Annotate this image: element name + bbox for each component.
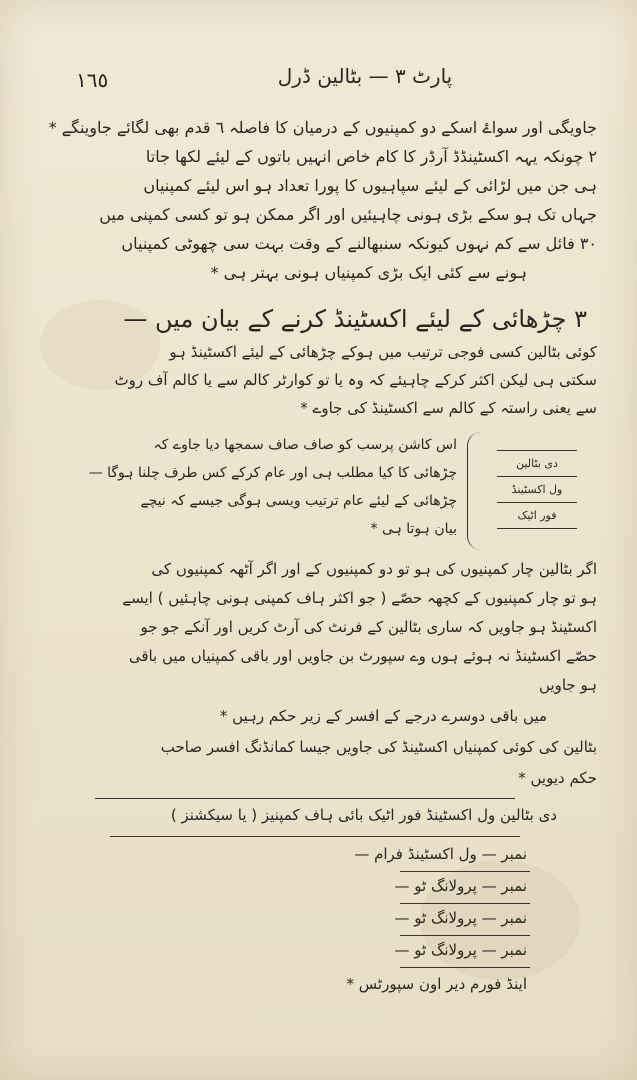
command-row: نمبر — پرولانگ ٹو — bbox=[394, 941, 527, 959]
bracket-text-line: بیان ہوتا ہی * bbox=[370, 521, 457, 537]
margin-note: دی بٹالین bbox=[497, 450, 577, 477]
text-line: حکم دیویں * bbox=[518, 769, 597, 787]
text-line: جہاں تک ہو سکے بڑی ہونی چاہیئیں اور اگر ممکن ہو تو کسی کمپنی میں bbox=[99, 205, 597, 224]
form-underline bbox=[400, 935, 530, 936]
bracket-text-line: چڑھائی کا کیا مطلب ہی اور عام کرکے کس طرف چلنا ہوگا — bbox=[88, 465, 457, 481]
form-underline bbox=[400, 871, 530, 872]
text-line: ٢ چونکہ یہہ اکسٹینڈڈ آرڈر کا کام خاص انہیں باتوں کے لیئے لکھا جاتا bbox=[145, 147, 597, 166]
text-line: سے یعنی راستہ کے کالم سے اکسٹینڈ کی جاوے * bbox=[300, 399, 597, 417]
text-line: حصّے اکسٹینڈ نہ ہوئے ہوں وے سپورٹ بن جاویں اور باقی کمپنیاں میں باقی bbox=[128, 647, 597, 665]
command-row: نمبر — پرولانگ ٹو — bbox=[394, 877, 527, 895]
text-line: ہو جاویں bbox=[539, 676, 597, 694]
text-line: بٹالین کی کوئی کمپنیاں اکسٹینڈ کی جاویں جیسا کمانڈنگ افسر صاحب bbox=[160, 738, 597, 756]
running-header: پارٹ ٣ — بٹالین ڈرل bbox=[277, 64, 453, 88]
text-line: اگر بٹالین چار کمپنیوں کی ہو تو دو کمپنیوں کے اور اگر آٹھہ کمپنیوں کی bbox=[151, 560, 597, 578]
bracket-text-line: اس کاشن پرسب کو صاف صاف سمجھا دیا جاوے کہ bbox=[153, 437, 457, 453]
text-line: جاویگی اور سواۓ اسکے دو کمپنیوں کے درمیان کا فاصلہ ٦ قدم بھی لگائے جاوینگے * bbox=[48, 118, 597, 137]
text-line: ہونے سے کئی ایک بڑی کمپنیاں ہونی بہتر ہی * bbox=[210, 263, 527, 282]
text-line: ٣٠ فائل سے کم نہوں کیونکہ سنبھالنے کے وقت بہت سی چھوٹی کمپنیاں bbox=[121, 234, 597, 253]
command-row: نمبر — پرولانگ ٹو — bbox=[394, 909, 527, 927]
command-row: نمبر — ول اکسٹینڈ فرام — bbox=[354, 845, 527, 863]
text-line: سکتی ہی لیکن اکثر کرکے چاہیئے کہ وہ یا تو کوارٹر کالم سے یا کالم آف روٹ bbox=[114, 371, 597, 389]
command-footer: اینڈ فورم دیر اون سپورٹس * bbox=[346, 975, 527, 993]
margin-note: ول اکسٹینڈ bbox=[497, 477, 577, 503]
text-line: ہو تو چار کمپنیوں کے کچھہ حصّے ( جو اکثر ہاف کمپنی ہونی چاہئیں ) ایسے bbox=[122, 589, 597, 607]
text-line: میں باقی دوسرے درجے کے افسر کے زیر حکم رہیں * bbox=[219, 707, 547, 725]
form-underline bbox=[400, 903, 530, 904]
page-number: ١٦٥ bbox=[76, 68, 109, 92]
form-underline bbox=[400, 967, 530, 968]
rule-line bbox=[110, 836, 520, 837]
text-line: کوئی بٹالین کسی فوجی ترتیب میں ہوکے چڑھائی کے لیئے اکسٹینڈ ہو bbox=[169, 343, 597, 361]
text-line: اکسٹینڈ ہو جاویں کہ ساری بٹالین کے فرنٹ کی آرٹ کریں اور آنکے جو جو bbox=[140, 618, 597, 636]
section-heading: ٣ چڑھائی کے لیئے اکسٹینڈ کرنے کے بیان میں — bbox=[123, 305, 587, 333]
text-line: ہی جن میں لڑائی کے لیئے سپاہیوں کا پورا تعداد ہو اس لیئے کمپنیاں bbox=[143, 176, 597, 195]
margin-note: فور اٹیک bbox=[497, 503, 577, 529]
bracket-text-line: چڑھائی کے لیئے عام ترتیب ویسی ہوگی جیسے کہ نیچے bbox=[140, 493, 457, 509]
rule-line bbox=[95, 798, 515, 799]
curly-bracket bbox=[467, 432, 486, 550]
command-title: دی بٹالین ول اکسٹینڈ فور اٹیک بائی ہاف کمپنیز ( یا سیکشنز ) bbox=[170, 806, 557, 824]
margin-command-boxes bbox=[497, 450, 577, 529]
